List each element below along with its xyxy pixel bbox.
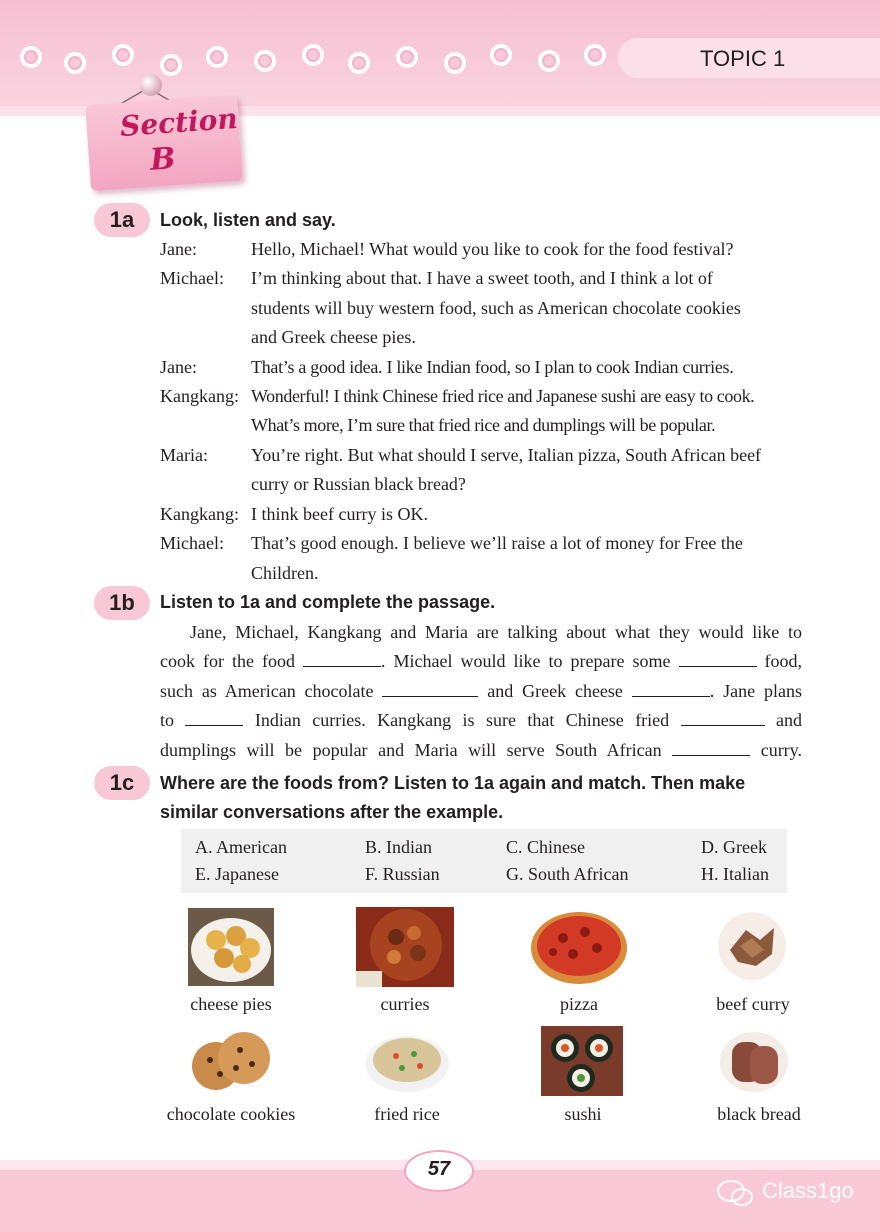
activity-badge-1b: 1b (94, 586, 150, 620)
passage-text: Indian curries. Kangkang is sure that Chinese fried (254, 710, 670, 731)
passage-line (160, 677, 802, 706)
food-label: beef curry (716, 994, 790, 1014)
activity-badge-1a: 1a (94, 203, 150, 237)
dialogue-line: Hello, Michael! What would you like to cook for the food festival? (251, 239, 734, 259)
passage-text: . Jane plans (709, 680, 803, 701)
dialogue-line: I think beef curry is OK. (251, 504, 428, 524)
answer-blank[interactable] (672, 737, 750, 756)
passage-text: food, (764, 651, 803, 672)
cheese-pies-image (188, 908, 274, 986)
sushi-image (541, 1026, 623, 1096)
ring-decoration (112, 44, 134, 66)
activity-badge-1c: 1c (94, 766, 150, 800)
passage-text: and (776, 710, 803, 731)
dialogue-speaker: Jane: (160, 357, 197, 377)
activity-title-1b: Listen to 1a and complete the passage. (160, 592, 496, 612)
dialogue-line: That’s a good idea. I like Indian food, so I plan to cook Indian curries. (251, 357, 734, 377)
answer-blank[interactable] (679, 648, 757, 667)
passage-text: curry. (760, 739, 803, 760)
ring-decoration (490, 44, 512, 66)
dialogue-line: You’re right. But what should I serve, Italian pizza, South African beef (251, 445, 762, 465)
beef-curry-image (716, 910, 788, 982)
dialogue-line: Wonderful! I think Chinese fried rice and Japanese sushi are easy to cook. (251, 386, 755, 406)
food-label: black bread (717, 1104, 801, 1124)
fill-in-passage (160, 618, 802, 765)
food-label: chocolate cookies (166, 1104, 296, 1124)
curries-image (356, 907, 454, 987)
wechat-icon (716, 1178, 756, 1208)
topic-label: TOPIC 1 (700, 46, 786, 71)
dialogue-line: curry or Russian black bread? (251, 474, 466, 494)
option-indian: B. Indian (365, 837, 432, 857)
answer-blank[interactable] (632, 678, 710, 697)
dialogue-line: and Greek cheese pies. (251, 327, 416, 347)
dialogue-speaker: Kangkang: (160, 504, 239, 524)
dialogue-speaker: Kangkang: (160, 386, 239, 406)
ring-decoration (302, 44, 324, 66)
answer-blank[interactable] (681, 707, 765, 726)
dialogue-line: That’s good enough. I believe we’ll raise a lot of money for Free the (251, 533, 743, 553)
ring-decoration (348, 52, 370, 74)
option-greek: D. Greek (701, 837, 767, 857)
dialogue-line: What’s more, I’m sure that fried rice and dumplings will be popular. (251, 415, 716, 435)
ring-decoration (64, 52, 86, 74)
answer-blank[interactable] (185, 707, 243, 726)
passage-text: to (160, 710, 175, 731)
passage-line (160, 618, 802, 647)
ring-decoration (444, 52, 466, 74)
option-chinese: C. Chinese (506, 837, 585, 857)
dialogue-line: Children. (251, 563, 319, 583)
ring-decoration (160, 54, 182, 76)
ring-decoration (254, 50, 276, 72)
chocolate-cookies-image (188, 1028, 274, 1094)
passage-text: and Greek cheese (487, 680, 623, 701)
dialogue-speaker: Michael: (160, 268, 224, 288)
passage-line (160, 706, 802, 735)
pin-icon (140, 74, 162, 96)
section-letter: B (148, 141, 177, 178)
passage-line (160, 736, 802, 765)
food-label: fried rice (374, 1104, 440, 1124)
passage-text: cook for the food (160, 651, 295, 672)
ring-decoration (396, 46, 418, 68)
dialogue-speaker: Maria: (160, 445, 208, 465)
dialogue-line: I’m thinking about that. I have a sweet tooth, and I think a lot of (251, 268, 713, 288)
option-italian: H. Italian (701, 864, 769, 884)
food-label: pizza (560, 994, 598, 1014)
passage-text: . Michael would like to prepare some (381, 651, 671, 672)
passage-line (160, 647, 802, 676)
ring-decoration (20, 46, 42, 68)
answer-blank[interactable] (303, 648, 381, 667)
activity-title-1c: Where are the foods from? Listen to 1a again and match. Then make (160, 773, 746, 793)
option-south-african: G. South African (506, 864, 629, 884)
option-japanese: E. Japanese (195, 864, 279, 884)
activity-title-1c-line2: similar conversations after the example. (160, 802, 504, 822)
ring-decoration (206, 46, 228, 68)
food-label: cheese pies (190, 994, 272, 1014)
dialogue-speaker: Michael: (160, 533, 224, 553)
watermark: Class1go (762, 1178, 854, 1203)
dialogue-line: students will buy western food, such as American chocolate cookies (251, 298, 741, 318)
food-label: curries (380, 994, 430, 1014)
ring-decoration (538, 50, 560, 72)
page-number: 57 (427, 1158, 451, 1180)
passage-text: Jane, Michael, Kangkang and Maria are talking about what they would like to (190, 622, 802, 642)
section-word: Section (118, 101, 239, 144)
fried-rice-image (362, 1026, 452, 1094)
pizza-image (529, 910, 629, 986)
dialogue-speaker: Jane: (160, 239, 197, 259)
activity-title-1a: Look, listen and say. (160, 210, 336, 230)
passage-text: dumplings will be popular and Maria will serve South African (160, 739, 662, 760)
answer-blank[interactable] (382, 678, 478, 697)
ring-decoration (584, 44, 606, 66)
passage-text: such as American chocolate (160, 680, 374, 701)
option-russian: F. Russian (365, 864, 440, 884)
option-american: A. American (195, 837, 287, 857)
black-bread-image (716, 1026, 792, 1096)
food-label: sushi (564, 1104, 602, 1124)
